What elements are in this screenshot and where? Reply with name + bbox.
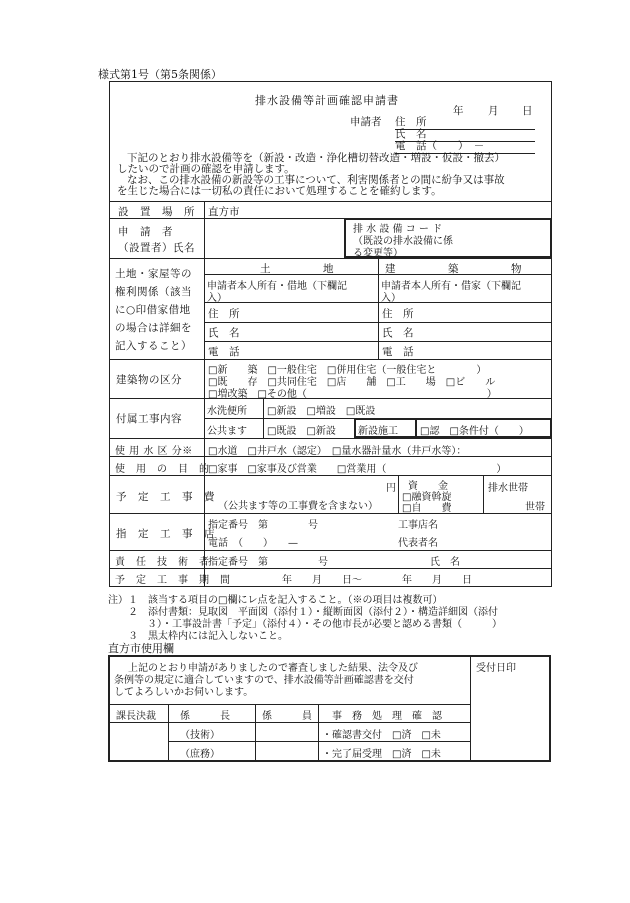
contractor-phone: 電話 （ ） —: [208, 538, 298, 549]
date-month: 月: [488, 105, 499, 117]
note-2: ２ 添付書類：見取図 平面図（添付１）・縦断面図（添付２）・構造詳細図（添付: [128, 607, 498, 618]
city-request-line1: 上記のとおり申請がありましたので審査しました結果、法令及び: [128, 663, 418, 674]
households-unit: 世帯: [525, 502, 545, 513]
period-label: 予 定 工 事 期 間: [115, 575, 231, 586]
building-name: 氏 名: [382, 327, 414, 339]
toilet-label: 水洗便所: [207, 406, 247, 417]
rights-label3: に○印借家借地: [115, 304, 191, 316]
building-class-row3: □増改築 □その他（ ）: [208, 389, 497, 400]
drain-code-line2: （既設の排水設備に係: [353, 236, 453, 247]
engineer-reg-no: 指定番号 第 号: [208, 557, 328, 568]
new-work-options: □認 □条件付（ ）: [420, 426, 529, 437]
owner-label1: 申 請 者: [118, 226, 173, 238]
owner-label2: （設置者）氏名: [118, 242, 195, 254]
date-day: 日: [522, 105, 533, 117]
contractor-representative: 代表者名: [398, 538, 438, 549]
city-use-heading: 直方市使用欄: [108, 642, 174, 655]
building-phone: 電 話: [382, 346, 414, 358]
land-type-line1: 申請者本人所有・借地（下欄記: [207, 281, 347, 292]
land-phone: 電 話: [208, 346, 240, 358]
chief-approval: 課長決裁: [116, 711, 156, 722]
complete-check: ・完了届受理 □済 □未: [322, 749, 441, 760]
date-year: 年: [453, 105, 464, 117]
note-2-cont: ３）・工事設計書「予定」（添付４）・その他市長が必要と認める書類（ ）: [147, 619, 502, 630]
new-work-label: 新設施工: [358, 426, 398, 437]
building-class-row1: □新 築 □一般住宅 □併用住宅（一般住宅と ）: [208, 365, 487, 376]
engineer-name: 氏 名: [430, 557, 460, 568]
intro-line3: なお、この排水設備の新設等の工事について、利害関係者との間に紛争又は事故: [127, 174, 505, 186]
location-label: 設 置 場 所: [118, 206, 195, 218]
note-3: ３ 黒太枠内には記入しないこと。: [128, 631, 288, 642]
intro-line2: したいので計画の確認を申請します。: [117, 163, 295, 175]
city-request-line3: してよろしいかお伺いします。: [114, 687, 254, 698]
purpose-value: □家事 □家事及び営業 □営業用（ ）: [208, 464, 507, 475]
applicant-phone: 電 話（ ） －: [395, 138, 535, 154]
basin-label: 公共ます: [207, 426, 247, 437]
attached-label: 付属工事内容: [116, 413, 182, 425]
applicant-name: 氏 名: [395, 126, 535, 142]
land-heading: 土 地: [260, 263, 334, 275]
drain-households-label: 排水世帯: [488, 483, 528, 494]
rights-label2: 権利関係（該当: [115, 286, 192, 298]
issue-check: ・確認書交付 □済 □未: [322, 730, 441, 741]
drain-code-line1: 排 水 設 備 コ ー ド: [353, 224, 443, 235]
engineer-label: 責 任 技 術 者: [115, 557, 210, 568]
note-1: 注）１ 該当する項目の□欄にレ点を記入すること。（※の項目は複数可）: [108, 595, 443, 606]
building-address: 住 所: [382, 308, 414, 320]
general-label: （庶務）: [180, 749, 220, 760]
location-value: 直方市: [208, 206, 240, 218]
building-type-line2: 入）: [381, 293, 401, 304]
intro-line4: を生じた場合には一切私の責任において処理することを確約します。: [117, 185, 442, 197]
rights-label1: 土地・家屋等の: [115, 268, 192, 280]
fund-label: 資 金: [408, 481, 448, 492]
sub-chief: 係 長: [180, 711, 230, 722]
building-class-label: 建築物の区分: [116, 374, 182, 386]
rights-label5: 記入すること）: [115, 340, 192, 352]
received-stamp-label: 受付日印: [476, 663, 516, 674]
period-value: 年 月 日～ 年 月 日: [282, 575, 472, 586]
contractor-shop-name: 工事店名: [398, 520, 438, 531]
contractor-reg-no: 指定番号 第 号: [208, 520, 318, 531]
building-type-line1: 申請者本人所有・借家（下欄記: [381, 281, 521, 292]
water-use-label: 使 用 水 区 分※: [115, 446, 193, 457]
applicant-label: 申請者: [350, 116, 382, 128]
rights-label4: の場合は詳細を: [115, 322, 192, 334]
process-check: 事 務 処 理 確 認: [332, 711, 442, 722]
building-heading: 建 築 物: [385, 263, 522, 275]
toilet-options: □新設 □増設 □既設: [267, 406, 376, 417]
fund-option-loan: □融資斡旋: [402, 492, 452, 503]
form-title: 排水設備等計画確認申請書: [255, 94, 399, 107]
basin-options: □既設 □新設: [267, 426, 336, 437]
land-type-line2: 入）: [207, 293, 227, 304]
applicant-address: 住 所: [395, 114, 535, 130]
city-request-line2: 条例等の規定に適合していますので、排水設備等計画確認書を交付: [114, 675, 414, 686]
land-name: 氏 名: [208, 327, 240, 339]
water-use-value: □水道 □井戸水（認定） □量水器計量水（井戸水等）：: [208, 446, 467, 457]
building-class-row2: □既 存 □共同住宅 □店 舗 □工 場 □ビ ル: [208, 377, 496, 388]
intro-line1: 下記のとおり排水設備等を（新設・改造・浄化槽切替改造・増設・仮設・撤去）: [127, 152, 505, 164]
land-address: 住 所: [208, 308, 240, 320]
staff: 係 員: [262, 711, 312, 722]
tech-label: （技術）: [180, 730, 220, 741]
contractor-label: 指 定 工 事 店: [116, 528, 215, 540]
cost-note: （公共ます等の工事費を含まない）: [218, 501, 378, 512]
cost-yen: 円: [386, 483, 396, 494]
drain-code-line3: る変更等）: [353, 248, 403, 259]
purpose-label: 使 用 の 目 的: [115, 464, 210, 475]
cost-label: 予 定 工 事 費: [116, 491, 215, 503]
fund-option-self: □自 費: [402, 503, 452, 514]
form-number: 様式第1号（第5条関係）: [98, 68, 222, 81]
